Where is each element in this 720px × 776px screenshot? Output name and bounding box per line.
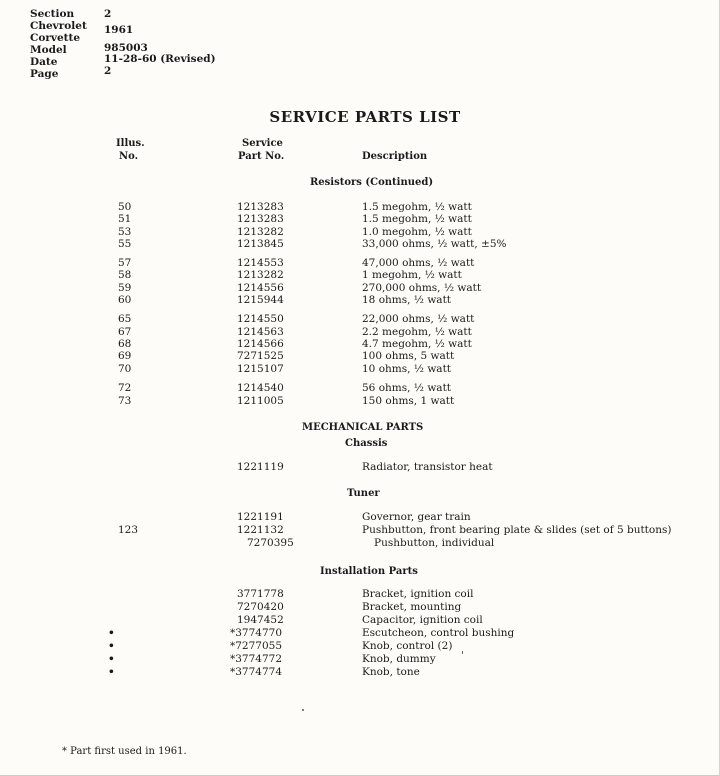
part-description: Pushbutton, front bearing plate & slides (set of 5 buttons) xyxy=(362,524,672,536)
date-value: 11-28-60 (Revised) xyxy=(104,53,216,65)
illus-number: 50 xyxy=(118,201,132,213)
part-number: *3774772 xyxy=(230,653,283,665)
part-description: 22,000 ohms, ½ watt xyxy=(362,313,475,325)
part-number: 1221132 xyxy=(237,524,284,536)
part-number: 1213283 xyxy=(237,201,284,213)
part-description: 1 megohm, ½ watt xyxy=(362,269,462,281)
table-row xyxy=(0,213,720,225)
table-row xyxy=(0,226,720,238)
part-number: 7271525 xyxy=(237,350,284,362)
table-row xyxy=(0,653,720,665)
table-row xyxy=(0,537,720,549)
illus-number: • xyxy=(108,640,115,652)
section-resistors: Resistors (Continued) xyxy=(310,177,434,188)
scan-speck xyxy=(462,651,463,654)
section-chassis: Chassis xyxy=(345,438,388,449)
part-number: 1213282 xyxy=(237,269,284,281)
table-row xyxy=(0,363,720,375)
part-description: Knob, control (2) xyxy=(362,640,453,652)
part-number: 1221191 xyxy=(237,511,284,523)
illus-number: 51 xyxy=(118,213,132,225)
illus-number: 67 xyxy=(118,326,132,338)
part-description: 2.2 megohm, ½ watt xyxy=(362,326,472,338)
illus-number: 123 xyxy=(118,524,139,536)
illus-number: 70 xyxy=(118,363,132,375)
footnote: * Part first used in 1961. xyxy=(62,746,187,757)
part-number: 1214556 xyxy=(237,282,284,294)
part-number: 1213845 xyxy=(237,238,284,250)
table-row xyxy=(0,257,720,269)
page-label: Page xyxy=(30,68,59,80)
part-number: *3774774 xyxy=(230,666,283,678)
illus-number: 73 xyxy=(118,395,132,407)
illus-number: 59 xyxy=(118,282,132,294)
section-label: Section xyxy=(30,8,75,20)
section-mechanical-parts: MECHANICAL PARTS xyxy=(302,422,424,433)
part-description: 150 ohms, 1 watt xyxy=(362,395,455,407)
table-row xyxy=(0,282,720,294)
part-description: 10 ohms, ½ watt xyxy=(362,363,452,375)
part-description: Bracket, ignition coil xyxy=(362,588,474,600)
illus-number: • xyxy=(108,653,115,665)
part-number: 3771778 xyxy=(237,588,284,600)
part-description: 100 ohms, 5 watt xyxy=(362,350,455,362)
part-number: 1215944 xyxy=(237,294,284,306)
part-description: 4.7 megohm, ½ watt xyxy=(362,338,472,350)
part-description: Bracket, mounting xyxy=(362,601,462,613)
part-number: 1211005 xyxy=(237,395,284,407)
column-description: Description xyxy=(362,151,428,162)
part-number: 1213282 xyxy=(237,226,284,238)
illus-number: 68 xyxy=(118,338,132,350)
part-description: 1.5 megohm, ½ watt xyxy=(362,213,472,225)
illus-number: 58 xyxy=(118,269,132,281)
page-title: SERVICE PARTS LIST xyxy=(269,108,461,126)
part-number: 1213283 xyxy=(237,213,284,225)
table-row xyxy=(0,350,720,362)
column-illus-line1: Illus. xyxy=(116,138,145,149)
part-number: 7270395 xyxy=(247,537,294,549)
column-part-line2: Part No. xyxy=(238,151,285,162)
section-value: 2 xyxy=(104,8,112,20)
part-description: Pushbutton, individual xyxy=(374,537,495,549)
part-description: Knob, dummy xyxy=(362,653,436,665)
illus-number: 57 xyxy=(118,257,132,269)
illus-number: 72 xyxy=(118,382,132,394)
part-number: 7270420 xyxy=(237,601,284,613)
part-description: 33,000 ohms, ½ watt, ±5% xyxy=(362,238,507,250)
column-part xyxy=(238,137,284,163)
scan-speck xyxy=(302,709,304,711)
table-row xyxy=(0,338,720,350)
table-row xyxy=(0,601,720,613)
part-description: 270,000 ohms, ½ watt xyxy=(362,282,482,294)
part-description: Governor, gear train xyxy=(362,511,471,523)
table-row xyxy=(0,313,720,325)
model-name-label: Corvette xyxy=(30,32,81,44)
table-row xyxy=(0,201,720,213)
table-row xyxy=(0,294,720,306)
part-description: Knob, tone xyxy=(362,666,420,678)
page-value: 2 xyxy=(104,65,112,77)
illus-number: • xyxy=(108,627,115,639)
table-row xyxy=(0,588,720,600)
part-description: 56 ohms, ½ watt xyxy=(362,382,452,394)
part-number: *3774770 xyxy=(230,627,283,639)
table-row xyxy=(0,666,720,678)
part-description: 1.0 megohm, ½ watt xyxy=(362,226,472,238)
part-number: 1214550 xyxy=(237,313,284,325)
table-row xyxy=(0,395,720,407)
part-number: 1221119 xyxy=(237,461,284,473)
part-number: *7277055 xyxy=(230,640,283,652)
part-number: 1215107 xyxy=(237,363,284,375)
model-label: Model xyxy=(30,44,67,56)
column-illus-line2: No. xyxy=(119,151,139,162)
part-description: 1.5 megohm, ½ watt xyxy=(362,201,472,213)
model-value: 985003 xyxy=(104,42,148,54)
table-row xyxy=(0,614,720,626)
part-description: 47,000 ohms, ½ watt xyxy=(362,257,475,269)
table-row xyxy=(0,238,720,250)
date-label: Date xyxy=(30,56,58,68)
table-row xyxy=(0,524,720,536)
table-row xyxy=(0,511,720,523)
illus-number: 53 xyxy=(118,226,132,238)
section-tuner: Tuner xyxy=(347,488,380,499)
part-number: 1214566 xyxy=(237,338,284,350)
illus-number: 60 xyxy=(118,294,132,306)
table-row xyxy=(0,269,720,281)
section-installation-parts: Installation Parts xyxy=(320,566,418,577)
part-description: Escutcheon, control bushing xyxy=(362,627,515,639)
table-row xyxy=(0,382,720,394)
part-number: 1214553 xyxy=(237,257,284,269)
column-illus xyxy=(116,137,145,163)
table-row xyxy=(0,627,720,639)
table-row xyxy=(0,461,720,473)
part-description: 18 ohms, ½ watt xyxy=(362,294,452,306)
make-label: Chevrolet xyxy=(30,20,87,32)
part-description: Radiator, transistor heat xyxy=(362,461,493,473)
part-number: 1214540 xyxy=(237,382,284,394)
table-row xyxy=(0,326,720,338)
column-part-line1: Service xyxy=(242,138,283,149)
illus-number: • xyxy=(108,666,115,678)
part-number: 1214563 xyxy=(237,326,284,338)
illus-number: 65 xyxy=(118,313,132,325)
illus-number: 55 xyxy=(118,238,132,250)
table-row xyxy=(0,640,720,652)
part-number: 1947452 xyxy=(237,614,284,626)
part-description: Capacitor, ignition coil xyxy=(362,614,483,626)
illus-number: 69 xyxy=(118,350,132,362)
make-value: 1961 xyxy=(104,24,134,36)
